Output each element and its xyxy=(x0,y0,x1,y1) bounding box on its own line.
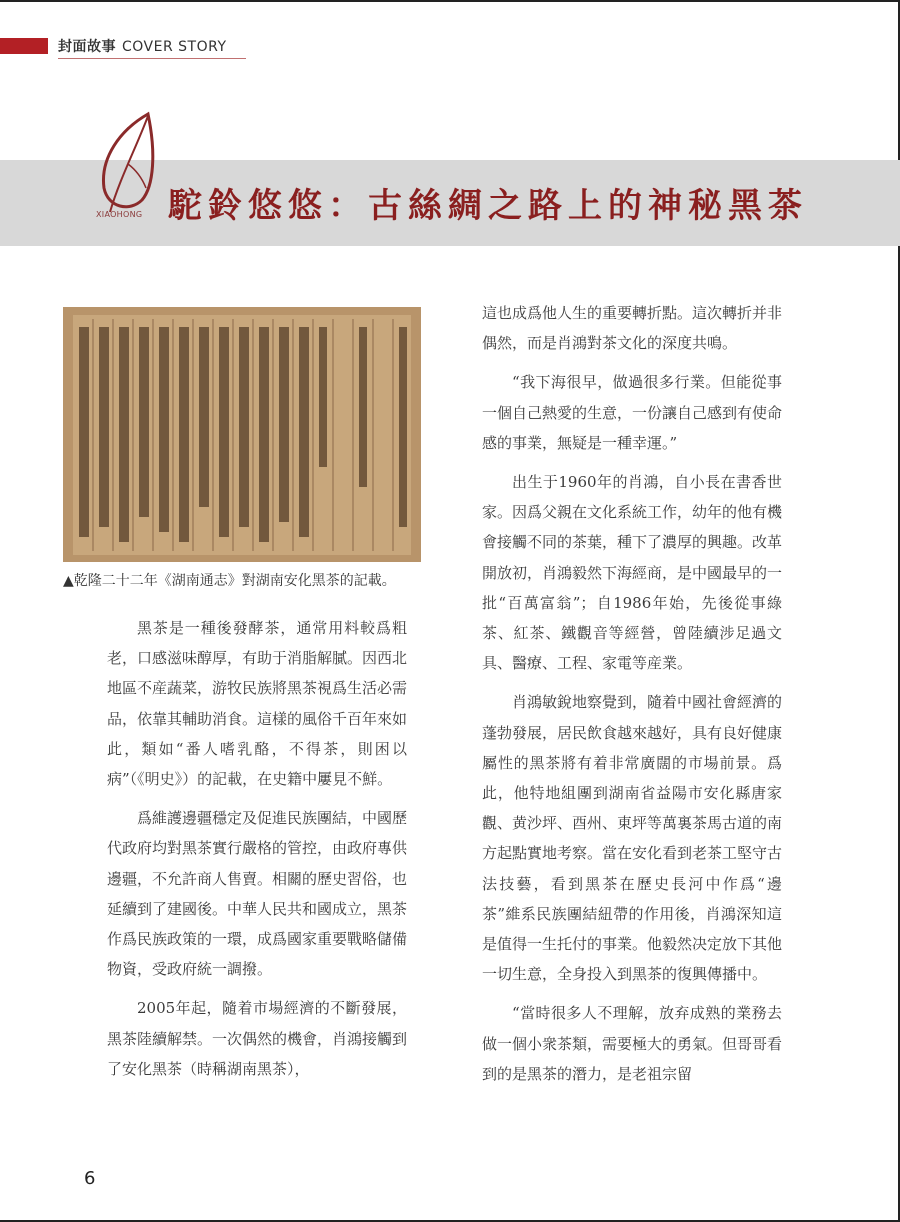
paragraph: “我下海很早，做過很多行業。但能從事一個自己熱愛的生意，一份讓自己感到有使命感的事業，無疑是一種幸運。” xyxy=(482,373,783,452)
section-marker xyxy=(0,38,48,54)
paragraph: 2005年起，隨着市場經濟的不斷發展，黑茶陸續解禁。一次偶然的機會，肖鴻接觸到了安化黑茶（時稱湖南黑茶）， xyxy=(107,999,408,1078)
article-title: 駝鈴悠悠：古絲綢之路上的神秘黑茶 xyxy=(168,186,808,226)
paragraph: 出生于1960年的肖鴻，自小長在書香世家。因爲父親在文化系統工作，幼年的他有機會接觸不同的茶葉，種下了濃厚的興趣。改革開放初，肖鴻毅然下海經商，是中國最早的一批“百萬富翁”；自1986年始，先後從事綠茶、紅茶、鐵觀音等經營，曾陸續涉足過文具、醫療、工程、家電等産業。 xyxy=(482,473,783,673)
leaf-logo-icon xyxy=(90,108,170,220)
section-label-cn: 封面故事 xyxy=(58,39,116,55)
paragraph: 爲維護邊疆穩定及促進民族團結，中國歷代政府均對黑茶實行嚴格的管控，由政府專供邊疆，不允許商人售賣。相關的歷史習俗，也延續到了建國後。中華人民共和國成立，黑茶作爲民族政策的一環，成爲國家重要戰略儲備物資，受政府統一調撥。 xyxy=(107,809,408,979)
paragraph: 這也成爲他人生的重要轉折點。這次轉折并非偶然，而是肖鴻對茶文化的深度共鳴。 xyxy=(482,304,783,353)
figure-caption: ▲乾隆二十二年《湖南通志》對湖南安化黑茶的記載。 xyxy=(63,573,396,589)
logo-text: XIAOHONG xyxy=(96,210,143,219)
paragraph: 肖鴻敏銳地察覺到，隨着中國社會經濟的蓬勃發展，居民飲食越來越好，具有良好健康屬性的黑茶將有着非常廣闊的市場前景。爲此，他特地組團到湖南省益陽市安化縣唐家觀、黄沙坪、酉州、東坪等萬裏茶馬古道的南方起點實地考察。當在安化看到老茶工堅守古法技藝，看到黑茶在歷史長河中作爲“邊茶”維系民族團結紐帶的作用後，肖鴻深知這是值得一生托付的事業。他毅然决定放下其他一切生意，全身投入到黑茶的復興傳播中。 xyxy=(482,693,783,984)
historical-document-photo xyxy=(63,307,421,562)
section-underline xyxy=(58,58,246,59)
page-number: 6 xyxy=(84,1168,96,1189)
paragraph: “當時很多人不理解，放弃成熟的業務去做一個小衆茶類，需要極大的勇氣。但哥哥看到的是黑茶的潛力，是老祖宗留 xyxy=(482,1004,783,1083)
body-column-right xyxy=(482,298,782,1089)
page-border-top xyxy=(0,0,900,2)
paragraph: 黑茶是一種後發酵茶，通常用料較爲粗老，口感滋味醇厚，有助于消脂解膩。因西北地區不産蔬菜，游牧民族將黑茶視爲生活必需品，依靠其輔助消食。這樣的風俗千百年來如此，類如“番人嗜乳酪，不得茶，則困以病”（《明史》）的記載，在史籍中屢見不鮮。 xyxy=(107,619,408,789)
body-column-left xyxy=(107,613,407,1084)
section-label xyxy=(58,36,227,56)
section-label-en: COVER STORY xyxy=(122,39,227,55)
